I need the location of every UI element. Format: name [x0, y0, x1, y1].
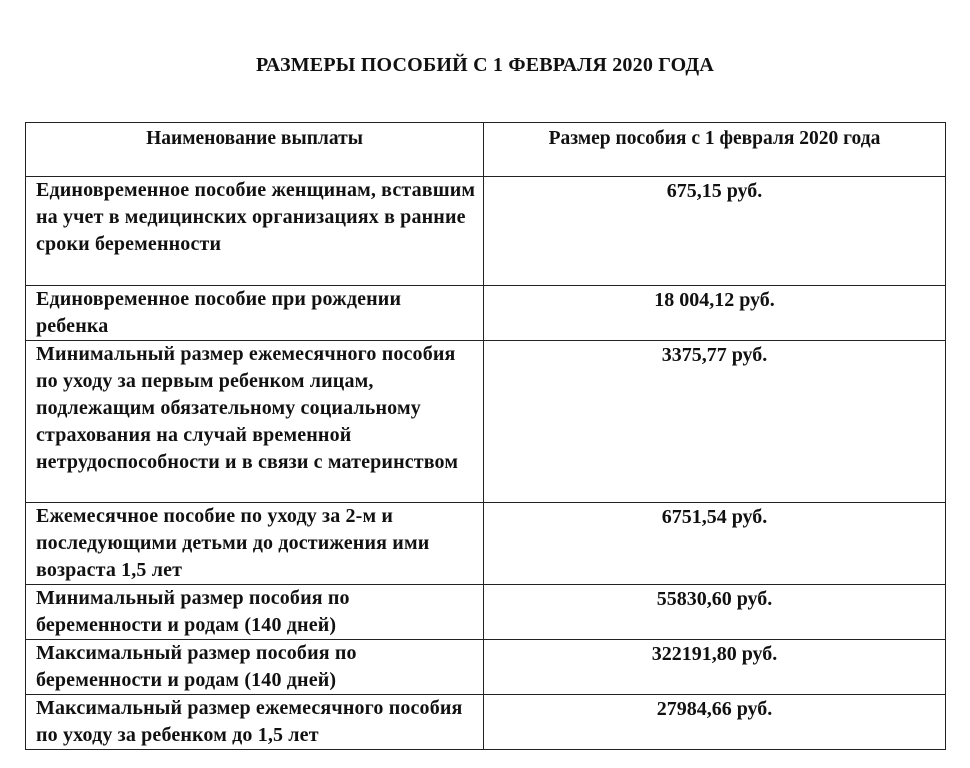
table-row	[26, 695, 946, 750]
benefit-amount: 27984,66 руб.	[484, 695, 946, 750]
benefit-amount: 6751,54 руб.	[484, 503, 946, 585]
benefit-amount: 675,15 руб.	[484, 177, 946, 286]
benefit-name: Максимальный размер ежемесячного пособия по уходу за ребенком до 1,5 лет	[26, 695, 484, 750]
column-header-amount: Размер пособия с 1 февраля 2020 года	[484, 123, 946, 177]
benefit-name: Минимальный размер ежемесячного пособия по уходу за первым ребенком лицам, подлежащим обязательному социальному страхования на случай временной нетрудоспособности и в связи с материнством	[26, 341, 484, 503]
benefit-amount: 3375,77 руб.	[484, 341, 946, 503]
benefit-name: Максимальный размер пособия по беременности и родам (140 дней)	[26, 640, 484, 695]
table-row	[26, 286, 946, 341]
column-header-name: Наименование выплаты	[26, 123, 484, 177]
table-row	[26, 177, 946, 286]
benefit-name: Ежемесячное пособие по уходу за 2-м и последующими детьми до достижения ими возраста 1,5 лет	[26, 503, 484, 585]
benefit-name: Единовременное пособие женщинам, вставшим на учет в медицинских организациях в ранние сроки беременности	[26, 177, 484, 286]
table-row	[26, 640, 946, 695]
benefit-name: Минимальный размер пособия по беременности и родам (140 дней)	[26, 585, 484, 640]
benefit-name: Единовременное пособие при рождении ребенка	[26, 286, 484, 341]
benefits-table	[25, 122, 946, 750]
table-row	[26, 503, 946, 585]
table-header-row	[26, 123, 946, 177]
page-title: РАЗМЕРЫ ПОСОБИЙ С 1 ФЕВРАЛЯ 2020 ГОДА	[255, 54, 715, 76]
table-row	[26, 341, 946, 503]
table-row	[26, 585, 946, 640]
benefit-amount: 55830,60 руб.	[484, 585, 946, 640]
benefit-amount: 18 004,12 руб.	[484, 286, 946, 341]
benefit-amount: 322191,80 руб.	[484, 640, 946, 695]
